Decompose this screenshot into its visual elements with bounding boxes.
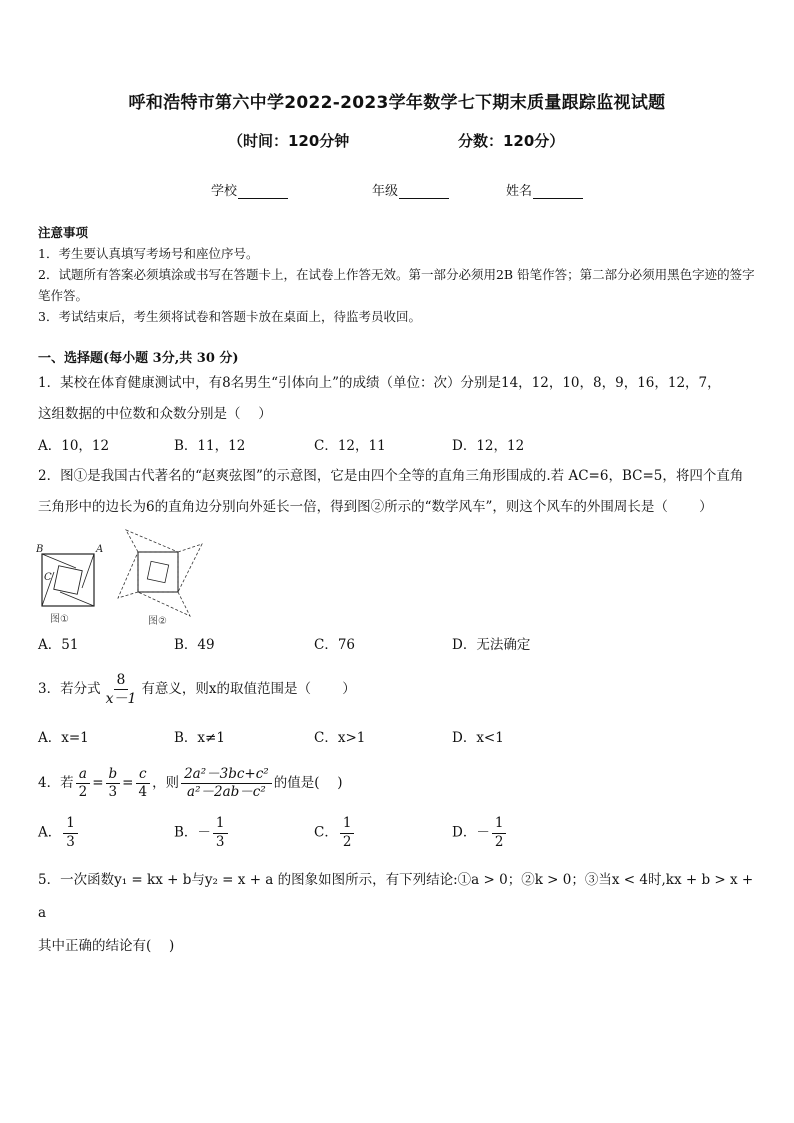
option-d-label: D． [452, 824, 477, 841]
exam-title: 呼和浩特市第六中学2022-2023学年数学七下期末质量跟踪监视试题 [128, 93, 666, 113]
figure-1-letter-c: C [44, 572, 52, 583]
option-d-numerator: 1 [492, 817, 507, 834]
grade-field[interactable] [372, 180, 449, 199]
figure-zhaoshuang [36, 540, 106, 628]
question-1-line2: 这组数据的中位数和众数分别是（ ） [38, 406, 272, 422]
question-4-mid: ，则 [152, 775, 180, 791]
question-4: 4．若 $\frac{a}{2}$ = $\frac{b}{3}$ = $\frac{c}{4}$ ，则 $\frac{\text{2a²－3bc+c²}}{\text{a²－2ab－c²}}$ 的值是( ) [38, 765, 343, 800]
section-heading: 一、选择题(每小题 3分,共 30 分) [38, 351, 239, 366]
question-3-fraction [103, 673, 140, 706]
ratio-b-numerator: b [106, 768, 121, 785]
exam-score: 分数：120分） [458, 132, 565, 150]
notice-item: 3．考试结束后，考生须将试卷和答题卡放在桌面上，待监考员收回。 [38, 309, 421, 324]
figure-2-svg [116, 526, 206, 630]
ratio-a-numerator: a [76, 768, 90, 785]
option-b-sign: － [197, 824, 211, 841]
grade-blank[interactable] [399, 185, 449, 199]
option-b[interactable]: B．49 [174, 637, 215, 653]
option-d[interactable] [452, 817, 508, 849]
option-a[interactable] [38, 817, 80, 849]
option-b-label: B． [174, 824, 198, 841]
notice-heading: 注意事项 [38, 225, 89, 240]
name-field[interactable] [506, 180, 583, 199]
expression-denominator: a²－2ab－c² [187, 784, 266, 800]
option-c[interactable]: C．12，11 [314, 438, 386, 454]
ratio-c [135, 765, 150, 800]
question-3 [38, 670, 758, 708]
question-3-prefix: 3．若分式 [38, 681, 101, 697]
option-d[interactable]: D．无法确定 [452, 637, 531, 653]
name-blank[interactable] [533, 185, 583, 199]
option-a-numerator: 1 [63, 817, 78, 834]
option-a[interactable]: A．x=1 [38, 730, 89, 746]
option-d-sign: － [476, 824, 490, 841]
figure-1-letter-b: B [36, 544, 44, 555]
figure-1-svg [36, 540, 106, 628]
question-5-line2: 其中正确的结论有( ) [38, 938, 175, 954]
notice-item: 1．考生要认真填写考场号和座位序号。 [38, 246, 259, 261]
option-a-denominator: 3 [66, 833, 75, 850]
question-5 [38, 864, 758, 963]
question-1-line1: 1．某校在体育健康测试中，有8名男生“引体向上”的成绩（单位：次）分别是14，12，10，8，9，16，12，7， [38, 375, 721, 391]
option-d[interactable]: D．x<1 [452, 730, 504, 746]
question-2-options [38, 633, 758, 659]
exam-time: （时间：120分钟 [228, 132, 350, 150]
option-c-denominator: 2 [342, 833, 352, 850]
ratio-c-numerator: c [136, 768, 150, 785]
option-d-fraction [492, 817, 507, 849]
option-c-label: C． [314, 824, 338, 841]
option-d-denominator: 2 [494, 833, 504, 850]
grade-label: 年级 [372, 184, 399, 199]
option-c-numerator: 1 [340, 817, 355, 834]
question-2-line1: 2．图①是我国古代著名的“赵爽弦图”的示意图，它是由四个全等的直角三角形围成的.若 AC=6，BC=5，将四个直角 [38, 468, 744, 484]
option-c[interactable]: C．76 [314, 637, 356, 653]
question-1-options [38, 434, 758, 460]
notice-block [38, 222, 758, 327]
fraction-numerator: 8 [114, 673, 129, 690]
ratio-a-denominator: 2 [78, 784, 88, 800]
figure-1-letter-a: A [96, 544, 104, 555]
option-b-numerator: 1 [213, 817, 228, 834]
expression-fraction [181, 765, 272, 800]
notice-item: 2．试题所有答案必须填涂或书写在答题卡上，在试卷上作答无效。第一部分必须用2B 铅笔作答；第二部分必须用黑色字迹的签字笔作答。 [38, 267, 755, 303]
option-c-fraction [340, 817, 355, 849]
ratio-a [76, 765, 91, 800]
option-a[interactable]: A．10，12 [38, 438, 110, 454]
option-d[interactable]: D．12，12 [452, 438, 525, 454]
option-c[interactable]: C．x>1 [314, 730, 366, 746]
figure-2-label: 图② [148, 616, 167, 627]
school-blank[interactable] [238, 185, 288, 199]
expression-numerator: 2a²－3bc+c² [181, 768, 272, 785]
option-b-denominator: 3 [215, 833, 225, 850]
figure-windmill [116, 526, 206, 630]
question-5-line1: 5．一次函数y₁ = kx + b与y₂ = x + a 的图象如图所示，有下列结论:①a > 0；②k > 0；③当x < 4时,kx + b > x + a [38, 872, 754, 921]
option-b[interactable]: B．x≠1 [174, 730, 225, 746]
option-b[interactable]: B．11，12 [174, 438, 246, 454]
question-4-prefix: 4．若 [38, 775, 74, 791]
option-c[interactable] [314, 817, 356, 849]
question-3-suffix: 有意义，则x的取值范围是（ ） [141, 681, 356, 697]
question-4-options [38, 817, 758, 857]
option-a-label: A． [38, 824, 62, 841]
option-b[interactable] [174, 817, 230, 849]
name-label: 姓名 [506, 184, 533, 199]
option-a-fraction [63, 817, 78, 849]
question-4-suffix: 的值是( ) [273, 775, 343, 791]
option-b-fraction [213, 817, 228, 849]
school-label: 学校 [211, 184, 238, 199]
question-3-options [38, 726, 758, 752]
question-1 [38, 368, 758, 430]
option-a[interactable]: A．51 [38, 637, 79, 653]
question-2 [38, 461, 758, 523]
question-2-line2: 三角形中的边长为6的直角边分别向外延长一倍，得到图②所示的“数学风车”，则这个风车的外围周长是（ ） [38, 499, 713, 515]
ratio-b [106, 765, 121, 800]
figure-1-label: 图① [50, 614, 69, 625]
school-field[interactable] [211, 180, 288, 199]
ratio-c-denominator: 4 [138, 784, 148, 800]
fraction-denominator: x－1 [105, 691, 137, 707]
ratio-b-denominator: 3 [108, 784, 118, 800]
